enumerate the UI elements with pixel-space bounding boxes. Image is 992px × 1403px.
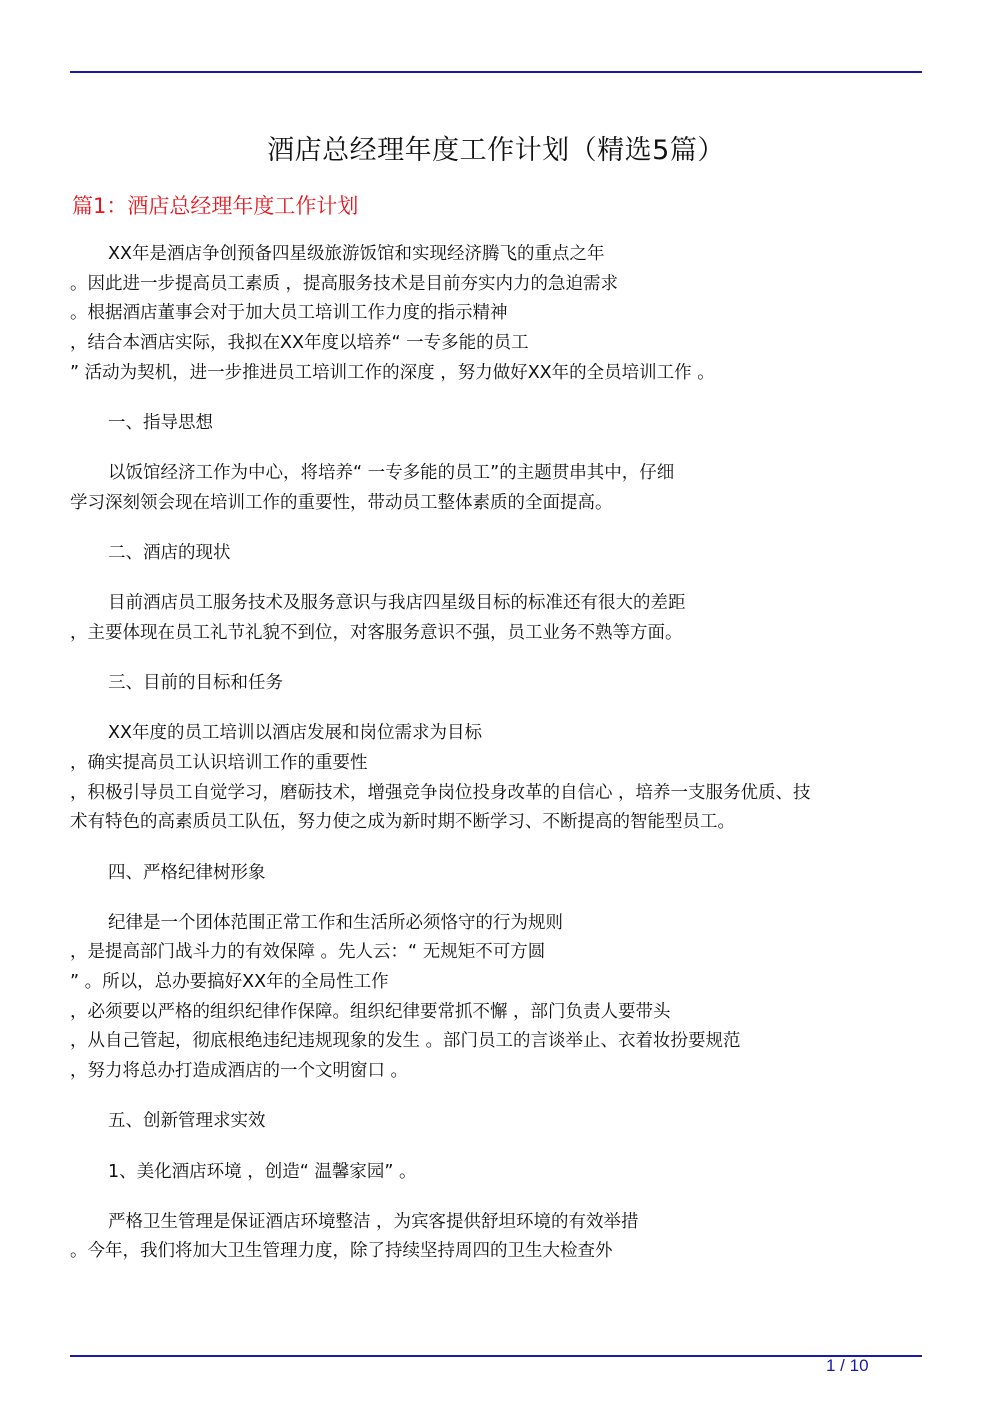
text-line: ，必须要以严格的组织纪律作保障。组织纪律要常抓不懈 ，部门负责人要带头	[70, 1001, 671, 1022]
text-line: ，主要体现在员工礼节礼貌不到位，对客服务意识不强，员工业务不熟等方面。	[70, 622, 683, 643]
text-line: XX年是酒店争创预备四星级旅游饭馆和实现经济腾飞的重点之年	[108, 244, 605, 264]
text-line: 目前酒店员工服务技术及服务意识与我店四星级目标的标准还有很大的差距	[108, 593, 686, 614]
document-title: 酒店总经理年度工作计划（精选5篇）	[267, 135, 725, 166]
paragraph	[70, 1107, 930, 1137]
text-line: 术有特色的高素质员工队伍，努力使之成为新时期不断学习、不断提高的智能型员工。	[70, 812, 735, 833]
text-line: XX年度的员工培训以酒店发展和岗位需求为目标	[108, 723, 482, 744]
footer-rule	[70, 1355, 922, 1357]
text-line: ，结合本酒店实际，我拟在XX年度以培养“ 一专多能的员工	[70, 333, 529, 354]
text-line: ” 。所以，总办要搞好XX年的全局性工作	[70, 972, 389, 993]
text-line: 。根据酒店董事会对于加大员工培训工作力度的指示精神	[70, 303, 508, 324]
text-line: ，努力将总办打造成酒店的一个文明窗口 。	[70, 1061, 409, 1082]
text-line: 五、创新管理求实效	[108, 1111, 266, 1132]
paragraph	[70, 1158, 930, 1188]
text-line: ，积极引导员工自觉学习，磨砺技术，增强竞争岗位投身改革的自信心 ，培养一支服务优质、技	[70, 782, 811, 803]
text-line: 学习深刻领会现在培训工作的重要性，带动员工整体素质的全面提高。	[70, 492, 613, 513]
header-rule	[70, 71, 922, 73]
section-heading: 篇1：酒店总经理年度工作计划	[72, 194, 359, 218]
paragraph	[70, 409, 930, 439]
paragraph	[70, 669, 930, 699]
text-line: 严格卫生管理是保证酒店环境整洁 ，为宾客提供舒坦环境的有效举措	[108, 1211, 639, 1232]
paragraph	[70, 719, 930, 838]
text-line: 1、美化酒店环境 ，创造“ 温馨家园” 。	[108, 1161, 417, 1182]
text-line: ，确实提高员工认识培训工作的重要性	[70, 752, 368, 773]
text-line: 。因此进一步提高员工素质 ，提高服务技术是目前夯实内力的急迫需求	[70, 273, 619, 294]
text-line: 一、指导思想	[108, 412, 213, 433]
paragraph	[70, 589, 930, 648]
paragraph	[70, 1208, 930, 1267]
text-line: 纪律是一个团体范围正常工作和生活所必须恪守的行为规则	[108, 912, 563, 933]
document-body	[70, 240, 930, 1288]
text-line: ，从自己管起，彻底根绝违纪违规现象的发生 。部门员工的言谈举止、衣着妆扮要规范	[70, 1031, 741, 1052]
text-line: ，是提高部门战斗力的有效保障 。先人云：“ 无规矩不可方圆	[70, 942, 546, 963]
text-line: 三、目前的目标和任务	[108, 673, 283, 694]
paragraph	[70, 909, 930, 1087]
text-line: 以饭馆经济工作为中心，将培养“ 一专多能的员工”的主题贯串其中，仔细	[108, 463, 675, 484]
paragraph	[70, 539, 930, 569]
text-line: 二、酒店的现状	[108, 543, 231, 563]
page-number: 1 / 10	[826, 1356, 869, 1375]
text-line: 。今年，我们将加大卫生管理力度，除了持续坚持周四的卫生大检查外	[70, 1241, 613, 1262]
paragraph	[70, 459, 930, 518]
paragraph	[70, 240, 930, 388]
paragraph	[70, 859, 930, 889]
text-line: 四、严格纪律树形象	[108, 862, 266, 883]
text-line: ” 活动为契机，进一步推进员工培训工作的深度 ，努力做好XX年的全员培训工作 。	[70, 362, 715, 383]
